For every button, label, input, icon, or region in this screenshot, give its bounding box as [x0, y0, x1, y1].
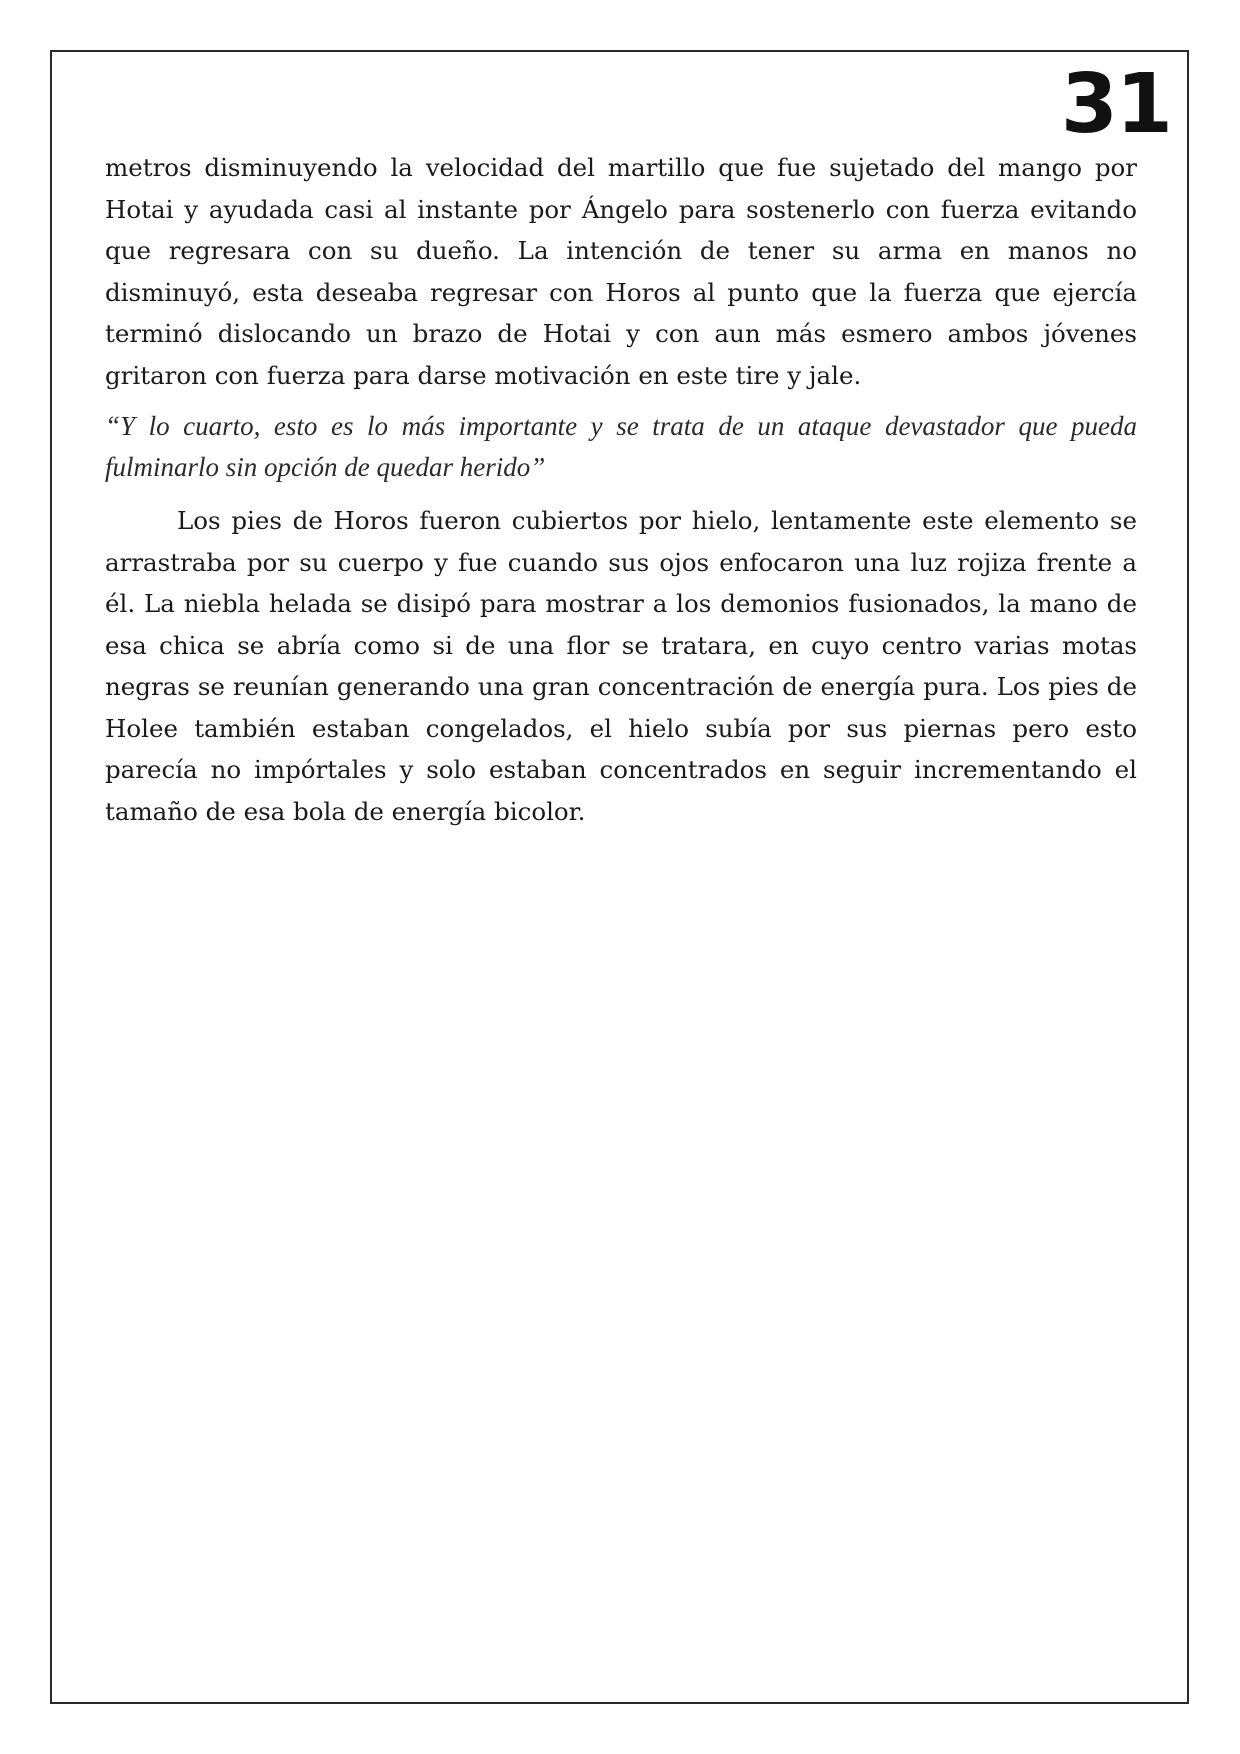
paragraph-continued: metros disminuyendo la velocidad del martillo que fue sujetado del mango por Hotai y ayudada casi al instante por Ángelo para sostenerlo con fuerza evitando que regresara con su dueño. La intención de tener su arma en manos no disminuyó, esta deseaba regresar con Horos al punto que la fuerza que ejercía terminó dislocando un brazo de Hotai y con aun más esmero ambos jóvenes gritaron con fuerza para darse motivación en este tire y jale. — [105, 153, 1137, 390]
paragraph-indented: Los pies de Horos fueron cubiertos por hielo, lentamente este elemento se arrastraba por su cuerpo y fue cuando sus ojos enfocaron una luz rojiza frente a él. La niebla helada se disipó para mostrar a los demonios fusionados, la mano de esa chica se abría como si de una flor se tratara, en cuyo centro varias motas negras se reunían generando una gran concentración de energía pura. Los pies de Holee también estaban congelados, el hielo subía por sus piernas pero esto parecía no impórtales y solo estaban concentrados en seguir incrementando el tamaño de esa bola de energía bicolor. — [105, 506, 1137, 826]
text-body — [105, 147, 1137, 832]
page-frame — [50, 50, 1189, 1704]
italic-quote: “Y lo cuarto, esto es lo más importante y se trata de un ataque devastador que pueda fulminarlo sin opción de quedar herido” — [105, 411, 1137, 482]
page-number: 31 — [1060, 57, 1171, 152]
